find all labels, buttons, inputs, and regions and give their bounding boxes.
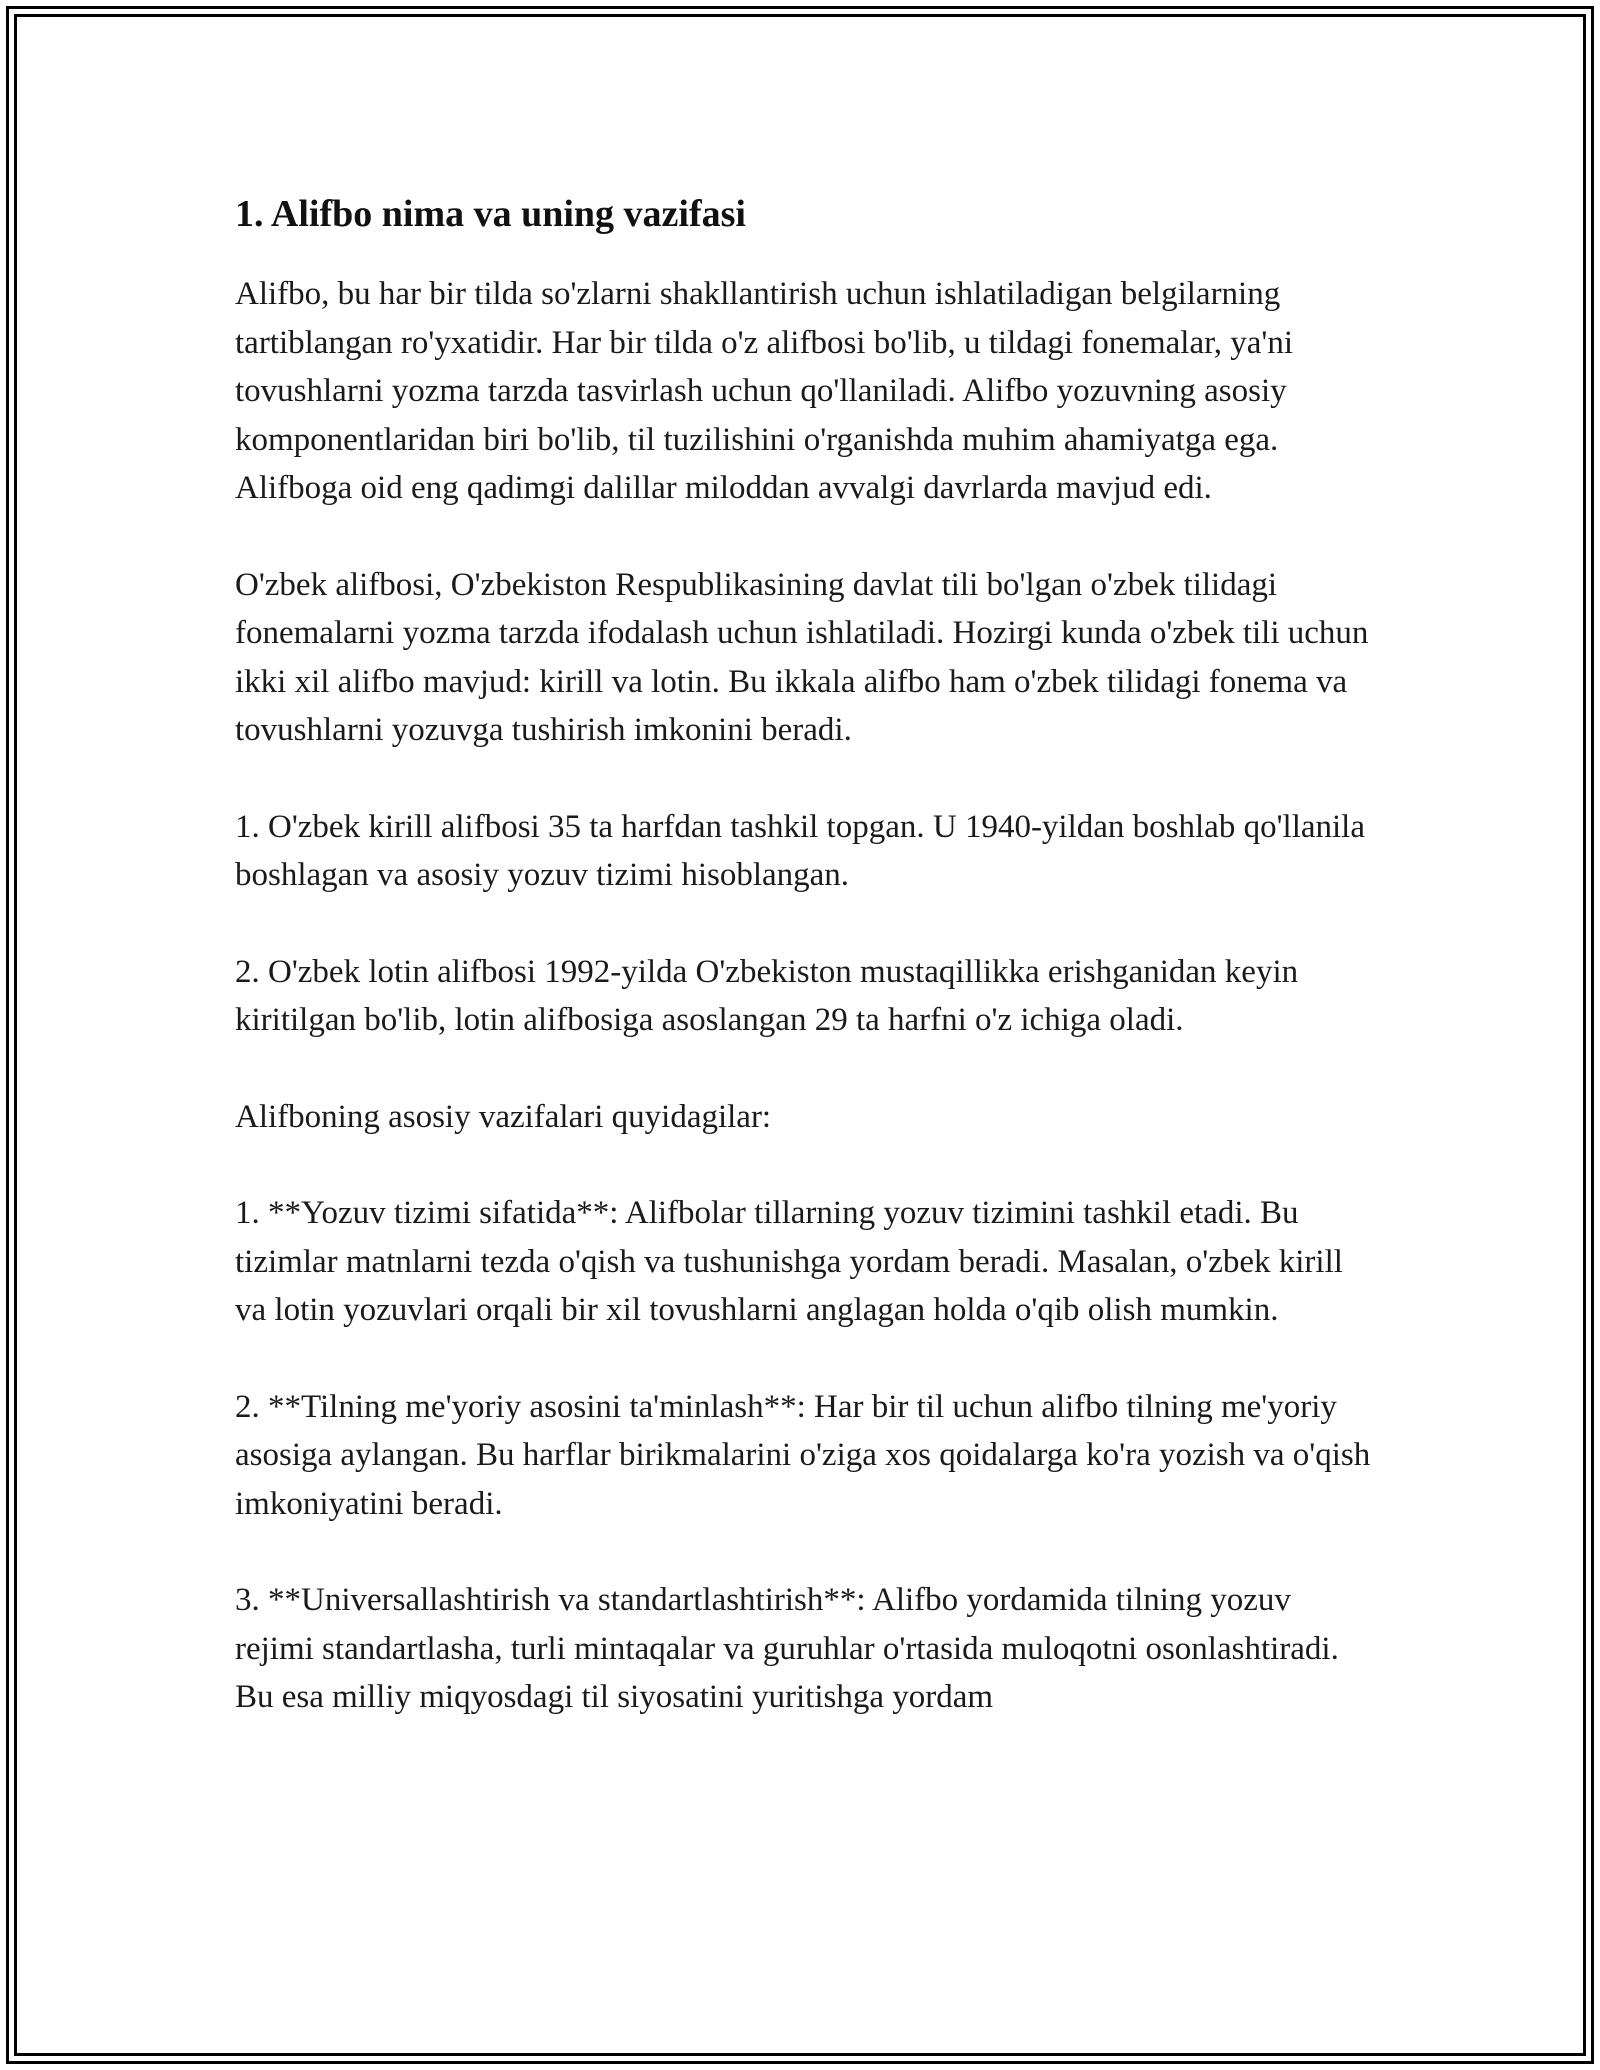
paragraph-functions-intro: Alifboning asosiy vazifalari quyidagilar: <box>235 1098 772 1135</box>
paragraph-latin-alphabet: 2. O'zbek lotin alifbosi 1992-yilda O'zbekiston mustaqillikka erishganidan keyin kiritilgan bo'lib, lotin alifbosiga asoslangan 29 ta harfni o'z ichiga oladi. <box>235 953 1299 1038</box>
section-heading: 1. Alifbo nima va uning vazifasi <box>235 193 746 235</box>
paragraph-uzbek-alphabet: O'zbek alifbosi, O'zbekiston Respublikasining davlat tili bo'lgan o'zbek tilidagi fonemalarni yozma tarzda ifodalash uchun ishlatiladi. Hozirgi kunda o'zbek tili uchun ikki xil alifbo mavjud: kirill va lotin. Bu ikkala alifbo ham o'zbek tilidagi fonema va tovushlarni yozuvga tushirish imkonini beradi. <box>235 566 1369 748</box>
paragraph-cyrillic-alphabet: 1. O'zbek kirill alifbosi 35 ta harfdan tashkil topgan. U 1940-yildan boshlab qo'llanila boshlagan va asosiy yozuv tizimi hisoblangan. <box>235 808 1365 893</box>
paragraph-function-standardization: 3. **Universallashtirish va standartlashtirish**: Alifbo yordamida tilning yozuv rejimi standartlasha, turli mintaqalar va guruhlar o'rtasida muloqotni osonlashtiradi. Bu esa milliy miqyosdagi til siyosatini yuritishga yordam <box>235 1582 1339 1715</box>
paragraph-function-normative-basis: 2. **Tilning me'yoriy asosini ta'minlash**: Har bir til uchun alifbo tilning me'yoriy asosiga aylangan. Bu harflar birikmalarini o'ziga xos qoidalarga ko'ra yozish va o'qish imkoniyatini beradi. <box>235 1388 1371 1522</box>
paragraph-function-writing-system: 1. **Yozuv tizimi sifatida**: Alifbolar tillarning yozuv tizimini tashkil etadi. Bu tizimlar matnlarni tezda o'qish va tushunishga yordam beradi. Masalan, o'zbek kirill va lotin yozuvlari orqali bir xil tovushlarni anglagan holda o'qib olish mumkin. <box>235 1195 1343 1328</box>
paragraph-alifbo-definition: Alifbo, bu har bir tilda so'zlarni shakllantirish uchun ishlatiladigan belgilarning tartiblangan ro'yxatidir. Har bir tilda o'z alifbosi bo'lib, u tildagi fonemalar, ya'ni tovushlarni yozma tarzda tasvirlash uchun qo'llaniladi. Alifbo yozuvning asosiy komponentlaridan biri bo'lib, til tuzilishini o'rganishda muhim ahamiyatga ega. Alifboga oid eng qadimgi dalillar miloddan avvalgi davrlarda mavjud edi. <box>235 276 1294 506</box>
document-body <box>235 188 1375 1722</box>
